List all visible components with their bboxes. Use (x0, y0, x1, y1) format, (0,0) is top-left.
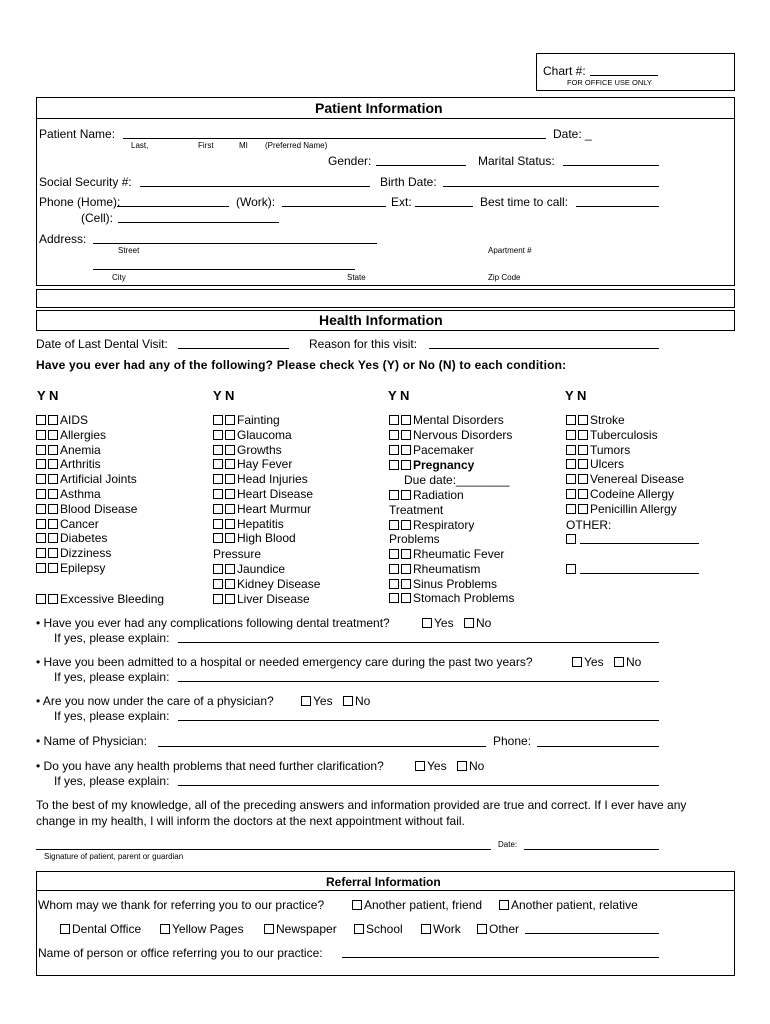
birth-date-label: Birth Date: (380, 175, 437, 189)
street-caption: Street (118, 246, 140, 255)
no-checkbox[interactable] (225, 504, 235, 514)
condition-row[interactable]: Respiratory (389, 519, 474, 531)
source-other[interactable]: Other (477, 923, 519, 935)
condition-row[interactable] (213, 563, 285, 575)
ext-label: Ext: (391, 195, 412, 209)
q2-yes[interactable]: Yes (572, 656, 604, 668)
condition-label: Diabetes (60, 531, 108, 545)
referral-divider (37, 890, 734, 891)
yes-checkbox[interactable] (36, 430, 46, 440)
name-sub-last: Last, (131, 141, 149, 150)
no-checkbox[interactable] (225, 474, 235, 484)
yes-checkbox[interactable] (213, 474, 223, 484)
condition-label: Sinus Problems (413, 577, 498, 591)
office-use-note: FOR OFFICE USE ONLY (567, 78, 652, 87)
condition-label: Stroke (590, 413, 625, 427)
referral-question: Whom may we thank for referring you to our practice? (38, 898, 325, 912)
condition-label: Kidney Disease (237, 577, 321, 591)
condition-row[interactable] (213, 473, 308, 485)
referral-title: Referral Information (326, 875, 441, 889)
condition-label: Hepatitis (237, 517, 284, 531)
referrer-name-field[interactable] (342, 957, 659, 958)
condition-row[interactable] (566, 503, 677, 515)
ext-field[interactable] (415, 206, 473, 207)
condition-label: Artificial Joints (60, 472, 137, 486)
last-visit-label: Date of Last Dental Visit: (36, 337, 168, 351)
no-checkbox[interactable] (578, 459, 588, 469)
condition-label: Head Injuries (237, 472, 308, 486)
city-state-field[interactable] (93, 269, 355, 270)
condition-label: Nervous Disorders (413, 428, 513, 442)
apartment-caption: Apartment # (488, 246, 532, 255)
condition-label: Tuberculosis (590, 428, 658, 442)
no-checkbox[interactable] (401, 593, 411, 603)
yes-checkbox[interactable] (36, 415, 46, 425)
condition-label: Venereal Disease (590, 472, 685, 486)
q2-no[interactable]: No (614, 656, 641, 668)
condition-row[interactable] (36, 532, 107, 544)
no-checkbox[interactable] (48, 504, 58, 514)
condition-continuation: Pressure (213, 547, 262, 561)
no-checkbox[interactable] (48, 430, 58, 440)
no-checkbox[interactable] (48, 415, 58, 425)
reason-field[interactable] (429, 348, 659, 349)
yes-checkbox[interactable] (566, 445, 576, 455)
referrer-name-label: Name of person or office referring you to our practice: (38, 946, 323, 960)
explain-label: If yes, please explain: (54, 670, 170, 684)
explain-label: If yes, please explain: (54, 631, 170, 645)
condition-row[interactable] (213, 429, 292, 441)
reason-label: Reason for this visit: (309, 337, 418, 351)
yes-checkbox[interactable] (566, 504, 576, 514)
yes-checkbox[interactable] (213, 579, 223, 589)
condition-label: Stomach Problems (413, 591, 515, 605)
condition-label: Mental Disorders (413, 413, 504, 427)
no-checkbox[interactable] (225, 579, 235, 589)
condition-row[interactable] (566, 444, 630, 456)
yes-checkbox[interactable] (36, 504, 46, 514)
condition-label: Rheumatism (413, 562, 481, 576)
no-checkbox[interactable] (401, 445, 411, 455)
condition-label: Liver Disease (237, 592, 310, 606)
yes-checkbox[interactable] (389, 445, 399, 455)
no-checkbox[interactable] (225, 564, 235, 574)
yes-checkbox[interactable] (213, 445, 223, 455)
no-checkbox[interactable] (225, 430, 235, 440)
other-row-2[interactable] (566, 563, 578, 575)
condition-label: Pacemaker (413, 443, 474, 457)
gender-field[interactable] (376, 165, 466, 166)
statement-line-2: change in my health, I will inform the doctors at the next appointment without fail. (36, 814, 465, 828)
condition-label: Tumors (590, 443, 631, 457)
address-label: Address: (39, 232, 87, 246)
condition-row[interactable] (389, 563, 480, 575)
condition-label: Dizziness (60, 546, 112, 560)
question-hospital: • Have you been admitted to a hospital or needed emergency care during the past two years? (36, 655, 533, 669)
phone-work-label: (Work): (236, 195, 276, 209)
yes-checkbox[interactable] (213, 489, 223, 499)
condition-label: Heart Disease (237, 487, 314, 501)
condition-row[interactable] (213, 578, 320, 590)
option-patient-relative[interactable]: Another patient, relative (499, 899, 638, 911)
q3-explain-field[interactable] (178, 720, 659, 721)
condition-row[interactable] (36, 488, 101, 500)
name-sub-first: First (198, 141, 214, 150)
no-checkbox[interactable] (225, 519, 235, 529)
marital-label: Marital Status: (478, 154, 555, 168)
signature-date-label: Date: (498, 840, 518, 849)
yn-header-4: Y N (565, 388, 587, 403)
signature-date-field[interactable] (524, 849, 659, 850)
condition-row[interactable] (36, 473, 137, 485)
no-checkbox[interactable] (401, 415, 411, 425)
no-checkbox[interactable] (225, 533, 235, 543)
no-checkbox[interactable] (578, 474, 588, 484)
yes-checkbox[interactable] (566, 459, 576, 469)
no-checkbox[interactable] (48, 474, 58, 484)
yes-checkbox[interactable] (213, 459, 223, 469)
yes-checkbox[interactable] (36, 519, 46, 529)
question-clarification: • Do you have any health problems that need further clarification? (36, 759, 384, 773)
no-checkbox[interactable] (225, 459, 235, 469)
source-school[interactable]: School (354, 923, 403, 935)
condition-label: Anemia (60, 443, 101, 457)
condition-row[interactable]: Radiation (389, 489, 464, 501)
chart-number-field[interactable] (590, 75, 658, 76)
condition-label: AIDS (60, 413, 89, 427)
condition-row[interactable] (566, 488, 674, 500)
condition-row[interactable] (213, 532, 296, 544)
chart-label: Chart #: (543, 64, 586, 78)
q5-no[interactable]: No (457, 760, 484, 772)
condition-row[interactable] (213, 503, 311, 515)
condition-label: Penicillin Allergy (590, 502, 677, 516)
condition-row[interactable] (36, 518, 99, 530)
yes-checkbox[interactable] (389, 549, 399, 559)
condition-row[interactable]: Pregnancy (389, 459, 474, 471)
yes-checkbox[interactable] (36, 445, 46, 455)
condition-label: Glaucoma (237, 428, 292, 442)
last-visit-field[interactable] (178, 348, 289, 349)
physician-phone-field[interactable] (537, 746, 659, 747)
condition-row[interactable] (36, 429, 106, 441)
yes-checkbox[interactable] (389, 564, 399, 574)
yes-checkbox[interactable] (389, 430, 399, 440)
other-row-1[interactable] (566, 533, 578, 545)
city-caption: City (112, 273, 126, 282)
no-checkbox[interactable] (225, 445, 235, 455)
explain-label: If yes, please explain: (54, 774, 170, 788)
condition-row[interactable] (389, 548, 504, 560)
condition-row[interactable] (389, 592, 514, 604)
question-complications: • Have you ever had any complications following dental treatment? (36, 616, 390, 630)
yes-checkbox[interactable] (213, 415, 223, 425)
condition-row[interactable] (566, 458, 624, 470)
yn-header-2: Y N (213, 388, 235, 403)
condition-label: Arthritis (60, 457, 101, 471)
q5-explain-field[interactable] (178, 785, 659, 786)
patient-info-title: Patient Information (315, 100, 443, 116)
no-checkbox[interactable] (401, 564, 411, 574)
yes-checkbox[interactable] (389, 579, 399, 589)
source-work[interactable]: Work (421, 923, 461, 935)
condition-row[interactable] (213, 444, 282, 456)
condition-row[interactable] (389, 444, 474, 456)
street-field[interactable] (93, 243, 377, 244)
condition-row[interactable] (36, 503, 137, 515)
no-checkbox[interactable] (48, 563, 58, 573)
q5-yes[interactable]: Yes (415, 760, 447, 772)
condition-label: Heart Murmur (237, 502, 312, 516)
conditions-question: Have you ever had any of the following? Please check Yes (Y) or No (N) to each condition: (36, 358, 567, 372)
best-time-label: Best time to call: (480, 195, 569, 209)
ssn-field[interactable] (140, 186, 370, 187)
condition-label: Codeine Allergy (590, 487, 675, 501)
other-field-1[interactable] (580, 543, 699, 544)
gender-label: Gender: (328, 154, 372, 168)
no-checkbox[interactable] (48, 548, 58, 558)
phone-home-field[interactable] (117, 206, 229, 207)
option-patient-friend[interactable]: Another patient, friend (352, 899, 482, 911)
yes-checkbox[interactable] (213, 594, 223, 604)
q1-no[interactable]: No (464, 617, 491, 629)
marital-field[interactable] (563, 165, 659, 166)
ssn-label: Social Security #: (39, 175, 132, 189)
yes-checkbox[interactable] (36, 489, 46, 499)
condition-continuation: Treatment (389, 503, 444, 517)
condition-row[interactable]: Excessive Bleeding (36, 593, 164, 605)
q3-yes[interactable]: Yes (301, 695, 333, 707)
spacer-box (36, 289, 735, 308)
q1-yes[interactable]: Yes (422, 617, 454, 629)
question-physician-care: • Are you now under the care of a physician? (36, 694, 274, 708)
yes-checkbox[interactable] (36, 474, 46, 484)
yes-checkbox[interactable] (213, 430, 223, 440)
source-other-field[interactable] (525, 933, 659, 934)
no-checkbox[interactable] (225, 489, 235, 499)
patient-name-field[interactable] (123, 138, 546, 139)
condition-label: Epilepsy (60, 561, 106, 575)
condition-row[interactable] (36, 458, 101, 470)
condition-row[interactable] (36, 562, 105, 574)
no-checkbox[interactable] (48, 519, 58, 529)
no-checkbox[interactable] (578, 430, 588, 440)
no-checkbox[interactable] (225, 594, 235, 604)
condition-row[interactable] (389, 414, 504, 426)
no-checkbox[interactable] (401, 430, 411, 440)
best-time-field[interactable] (576, 206, 659, 207)
condition-label: Rheumatic Fever (413, 547, 505, 561)
condition-row[interactable] (566, 414, 625, 426)
no-checkbox[interactable] (578, 489, 588, 499)
yes-checkbox[interactable] (36, 533, 46, 543)
no-checkbox[interactable] (48, 533, 58, 543)
condition-continuation: Problems (389, 532, 440, 546)
condition-row[interactable] (213, 488, 313, 500)
no-checkbox[interactable] (578, 445, 588, 455)
q1-explain-field[interactable] (178, 642, 659, 643)
physician-name-label: • Name of Physician: (36, 734, 147, 748)
source-yellow-pages[interactable]: Yellow Pages (160, 923, 244, 935)
condition-row[interactable] (36, 414, 88, 426)
no-checkbox[interactable] (401, 579, 411, 589)
health-info-title: Health Information (319, 312, 443, 328)
state-caption: State (347, 273, 366, 282)
condition-label: Hay Fever (237, 457, 293, 471)
condition-label: Growths (237, 443, 282, 457)
condition-label: Ulcers (590, 457, 625, 471)
condition-label: Fainting (237, 413, 280, 427)
cell-field[interactable] (118, 222, 279, 223)
other-field-2[interactable] (580, 573, 699, 574)
no-checkbox[interactable] (225, 415, 235, 425)
signature-field[interactable] (36, 849, 491, 850)
yes-checkbox[interactable] (566, 489, 576, 499)
name-sub-mi: MI (239, 141, 248, 150)
zip-caption: Zip Code (488, 273, 521, 282)
statement-line-1: To the best of my knowledge, all of the preceding answers and information provided are true and correct. If I ever have any (36, 798, 687, 812)
patient-name-label: Patient Name: (39, 127, 116, 141)
yes-checkbox[interactable] (566, 415, 576, 425)
name-sub-preferred: (Preferred Name) (265, 141, 328, 150)
yes-checkbox[interactable] (389, 415, 399, 425)
patient-info-box (36, 97, 735, 286)
condition-label: Blood Disease (60, 502, 138, 516)
yes-checkbox[interactable] (36, 548, 46, 558)
condition-label: Allergies (60, 428, 107, 442)
yes-checkbox[interactable] (213, 519, 223, 529)
condition-row[interactable] (213, 458, 292, 470)
physician-name-field[interactable] (158, 746, 486, 747)
no-checkbox[interactable] (578, 504, 588, 514)
condition-row[interactable] (566, 473, 684, 485)
condition-row[interactable] (213, 593, 310, 605)
yes-checkbox[interactable] (566, 430, 576, 440)
yes-checkbox[interactable] (389, 593, 399, 603)
no-checkbox[interactable] (401, 549, 411, 559)
title-divider (37, 118, 734, 119)
condition-row[interactable] (566, 429, 658, 441)
cell-label: (Cell): (81, 211, 113, 225)
source-newspaper[interactable]: Newspaper (264, 923, 337, 935)
condition-row[interactable] (389, 429, 512, 441)
phone-work-field[interactable] (282, 206, 386, 207)
condition-row[interactable] (36, 444, 101, 456)
date-label: Date: _ (553, 127, 592, 141)
no-checkbox[interactable] (48, 459, 58, 469)
other-label: OTHER: (566, 518, 612, 532)
no-checkbox[interactable] (578, 415, 588, 425)
condition-row[interactable] (389, 578, 497, 590)
condition-row[interactable] (213, 414, 280, 426)
yes-checkbox[interactable] (213, 504, 223, 514)
q3-no[interactable]: No (343, 695, 370, 707)
due-date-field[interactable]: Due date:________ (404, 473, 510, 487)
explain-label: If yes, please explain: (54, 709, 170, 723)
source-dental-office[interactable]: Dental Office (60, 923, 141, 935)
yes-checkbox[interactable] (213, 533, 223, 543)
no-checkbox[interactable] (48, 489, 58, 499)
yn-header-1: Y N (37, 388, 59, 403)
birth-date-field[interactable] (443, 186, 659, 187)
yn-header-3: Y N (388, 388, 410, 403)
signature-caption: Signature of patient, parent or guardian (44, 852, 184, 861)
condition-row[interactable] (36, 547, 111, 559)
yes-checkbox[interactable] (566, 474, 576, 484)
yes-checkbox[interactable] (213, 564, 223, 574)
condition-label: High Blood (237, 531, 296, 545)
condition-label: Cancer (60, 517, 99, 531)
condition-label: Jaundice (237, 562, 286, 576)
condition-label: Asthma (60, 487, 101, 501)
yes-checkbox[interactable] (36, 459, 46, 469)
phone-home-label: Phone (Home): (39, 195, 121, 209)
q2-explain-field[interactable] (178, 681, 659, 682)
yes-checkbox[interactable] (36, 563, 46, 573)
no-checkbox[interactable] (48, 445, 58, 455)
condition-row[interactable] (213, 518, 284, 530)
physician-phone-label: Phone: (493, 734, 532, 748)
